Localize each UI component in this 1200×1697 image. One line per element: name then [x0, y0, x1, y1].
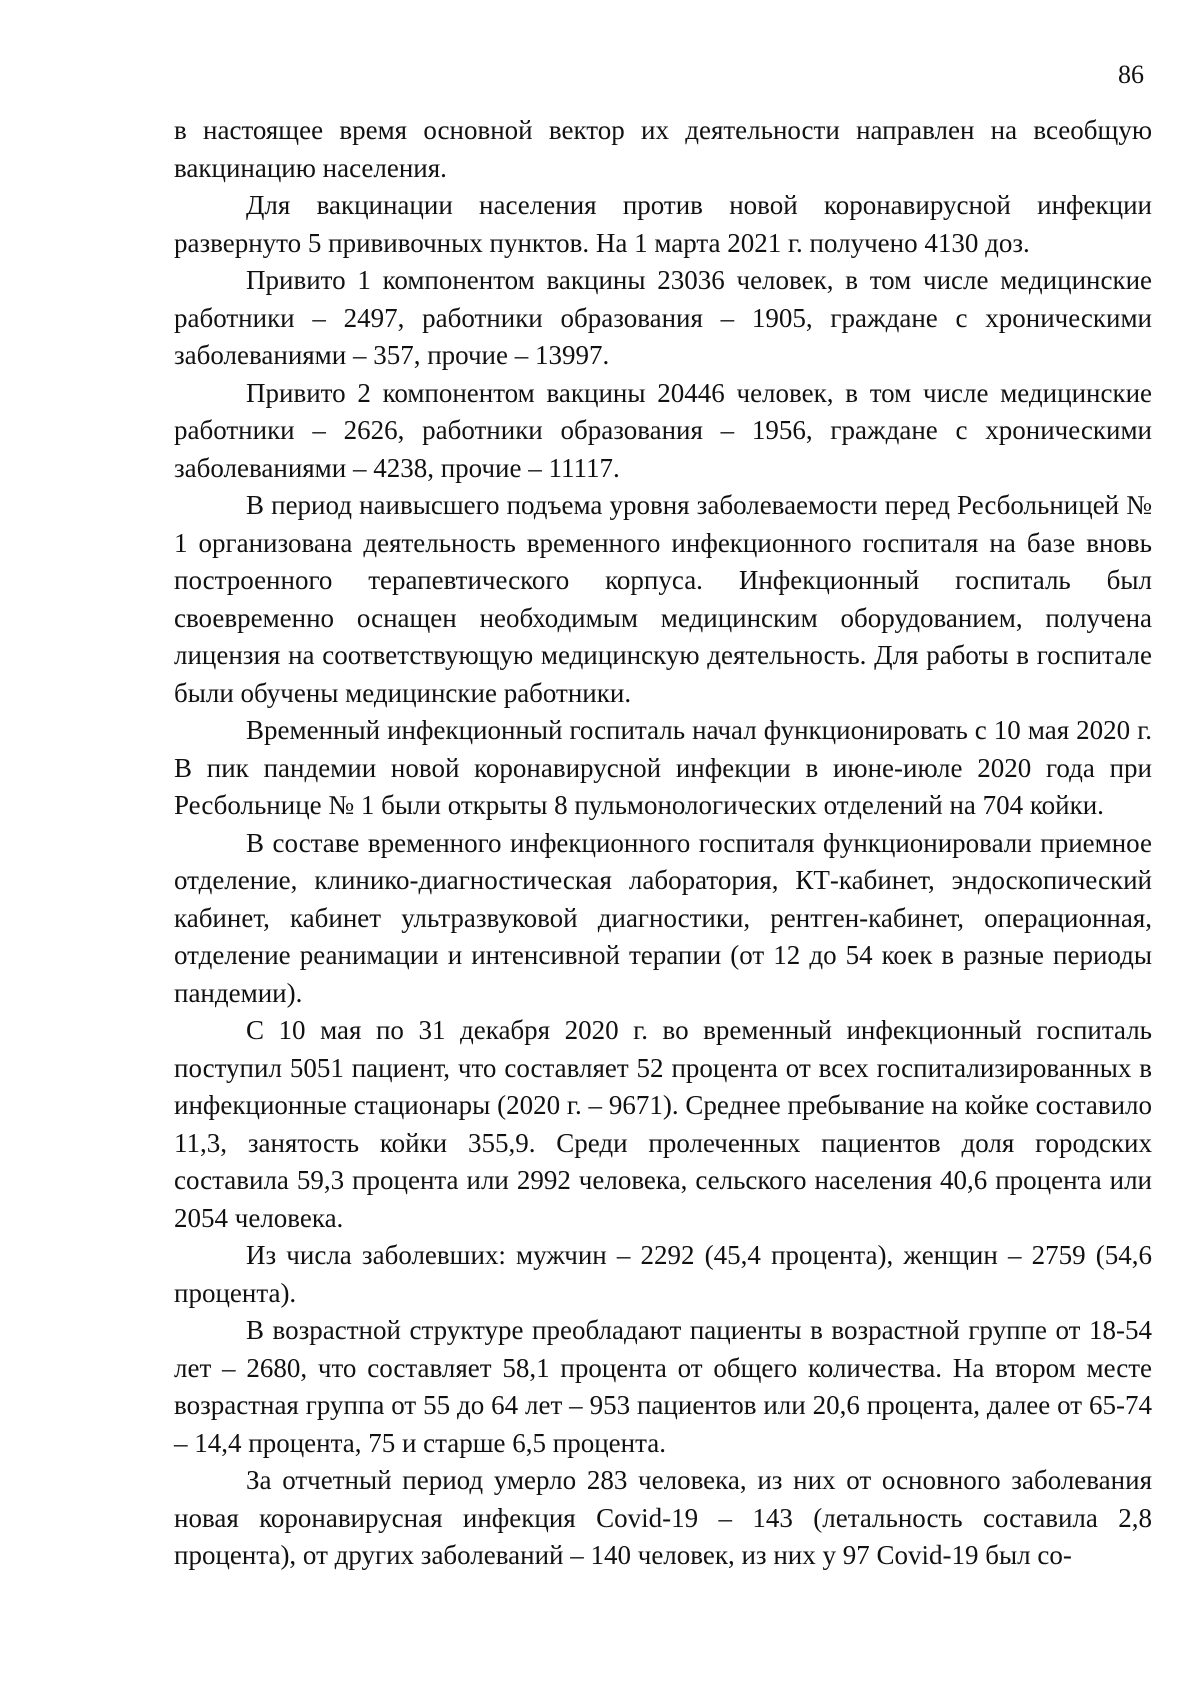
paragraph-hospital-departments: В составе временного инфекционного госпиталя функционировали приемное отделение, клинико-диагностическая лаборатория, КТ-кабинет, эндоскопический кабинет, кабинет ультразвуковой диагностики, рентген-кабинет, операционная, отделение реанимации и интенсивной терапии (от 12 до 54 коек в разные периоды пандемии).: [174, 827, 1152, 1008]
paragraph-temporary-hospital: В период наивысшего подъема уровня заболеваемости перед Ресбольницей № 1 организована деятельность временного инфекционного госпиталя на базе вновь построенного терапевтического корпуса. Инфекционный госпиталь был своевременно оснащен необходимым медицинским оборудованием, получена лицензия на соответствующую медицинскую деятельность. Для работы в госпитале были обучены медицинские работники.: [174, 490, 1152, 708]
paragraph-patient-statistics: С 10 мая по 31 декабря 2020 г. во временный инфекционный госпиталь поступил 5051 пациент, что составляет 52 процента от всех госпитализированных в инфекционные стационары (2020 г. – 9671). Среднее пребывание на койке составило 11,3, занятость койки 355,9. Среди пролеченных пациентов доля городских составила 59,3 процента или 2992 человека, сельского населения 40,6 процента или 2054 человека.: [174, 1015, 1152, 1233]
document-body: [174, 112, 1152, 1575]
paragraph-first-component: Привито 1 компонентом вакцины 23036 человек, в том числе медицинские работники – 2497, работники образования – 1905, граждане с хроническими заболеваниями – 357, прочие – 13997.: [174, 265, 1152, 370]
paragraph-mortality: За отчетный период умерло 283 человека, из них от основного заболевания новая коронавирусная инфекция Covid-19 – 143 (летальность составила 2,8 процента), от других заболеваний – 140 человек, из них у 97 Covid-19 был со-: [174, 1465, 1152, 1570]
paragraph-gender-structure: Из числа заболевших: мужчин – 2292 (45,4 процента), женщин – 2759 (54,6 процента).: [174, 1240, 1152, 1308]
paragraph-vaccination-points: Для вакцинации населения против новой коронавирусной инфекции развернуто 5 прививочных пунктов. На 1 марта 2021 г. получено 4130 доз.: [174, 190, 1152, 258]
paragraph-hospital-opening: Временный инфекционный госпиталь начал функционировать с 10 мая 2020 г. В пик пандемии новой коронавирусной инфекции в июне-июле 2020 года при Ресбольнице № 1 были открыты 8 пульмонологических отделений на 704 койки.: [174, 715, 1152, 820]
paragraph-age-structure: В возрастной структуре преобладают пациенты в возрастной группе от 18-54 лет – 2680, что составляет 58,1 процента от общего количества. На втором месте возрастная группа от 55 до 64 лет – 953 пациентов или 20,6 процента, далее от 65-74 – 14,4 процента, 75 и старше 6,5 процента.: [174, 1315, 1152, 1458]
page-number: 86: [1118, 60, 1144, 89]
paragraph-second-component: Привито 2 компонентом вакцины 20446 человек, в том числе медицинские работники – 2626, работники образования – 1956, граждане с хроническими заболеваниями – 4238, прочие – 11117.: [174, 377, 1152, 483]
paragraph-continuation: в настоящее время основной вектор их деятельности направлен на всеобщую вакцинацию населения.: [174, 115, 1152, 183]
